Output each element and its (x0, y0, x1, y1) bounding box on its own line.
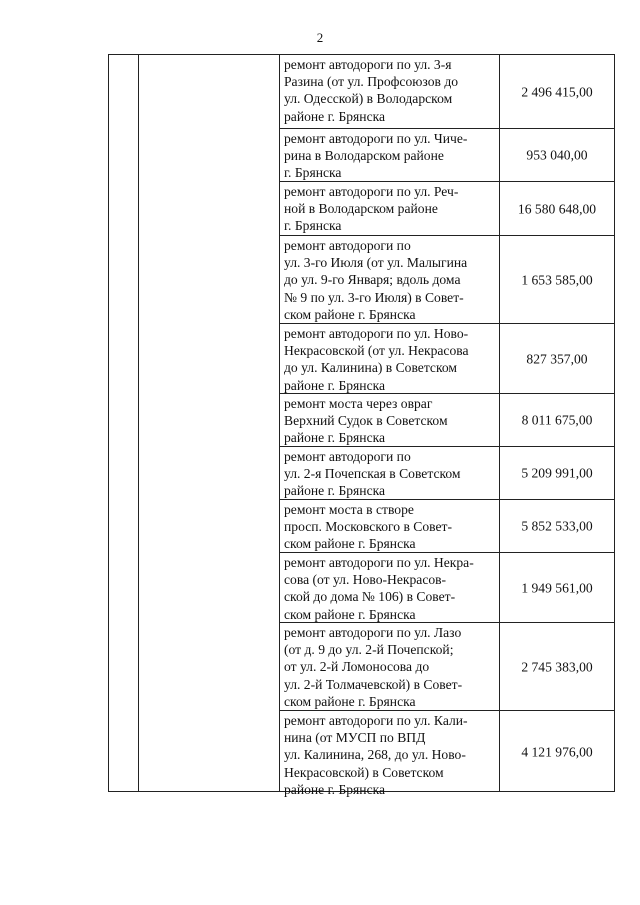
work-description: ремонт автодороги по ул. 2-я Почепская в Советском районе г. Брянска (284, 449, 461, 499)
table-row (279, 393, 615, 446)
work-amount: 16 580 648,00 (517, 201, 597, 216)
work-amount: 8 011 675,00 (521, 412, 593, 428)
work-description: ремонт автодороги по ул. Лазо (от д. 9 до ул. 2-й Почепской; от ул. 2-й Ломоносова до ул. 2-й Толмачевской) в Совет- ском районе г. Брянска (284, 625, 463, 709)
work-description: ремонт автодороги по ул. Ново- Некрасовской (от ул. Некрасова до ул. Калинина) в Советском районе г. Брянска (284, 326, 469, 393)
work-amount: 5 852 533,00 (521, 518, 593, 534)
work-amount: 953 040,00 (526, 147, 588, 163)
table-row (279, 710, 615, 797)
table-row (279, 323, 615, 393)
table-row (279, 552, 615, 622)
work-description: ремонт моста в створе просп. Московского в Совет- ском районе г. Брянска (284, 502, 452, 552)
table-row (279, 181, 615, 235)
work-description: ремонт моста через овраг Верхний Судок в Советском районе г. Брянска (284, 396, 448, 446)
work-amount: 1 949 561,00 (521, 580, 593, 595)
work-amount: 1 653 585,00 (521, 272, 593, 287)
table-row (279, 622, 615, 710)
work-description: ремонт автодороги по ул. 3-го Июля (от ул. Малыгина до ул. 9-го Января; вдоль дома № 9 по ул. 3-го Июля) в Совет- ском районе г. Брянска (284, 238, 468, 322)
table-row (279, 235, 615, 323)
column-divider (138, 55, 139, 791)
table-row (279, 499, 615, 552)
budget-table (108, 54, 615, 797)
page-number: 2 (316, 30, 324, 45)
work-amount: 2 745 383,00 (521, 659, 593, 674)
work-amount: 4 121 976,00 (521, 744, 593, 759)
table-row (279, 128, 615, 181)
table-row (279, 446, 615, 499)
table-row (279, 55, 615, 128)
work-description: ремонт автодороги по ул. Реч- ной в Володарском районе г. Брянска (284, 184, 459, 234)
work-description: ремонт автодороги по ул. Чиче- рина в Володарском районе г. Брянска (284, 131, 468, 181)
work-amount: 5 209 991,00 (521, 465, 593, 481)
work-description: ремонт автодороги по ул. 3-я Разина (от ул. Профсоюзов до ул. Одесской) в Володарском районе г. Брянска (284, 57, 459, 124)
work-amount: 827 357,00 (526, 351, 588, 366)
work-description: ремонт автодороги по ул. Кали- нина (от МУСП по ВПД ул. Калинина, 268, до ул. Ново- Некрасовской) в Советском районе г. Брянска (284, 713, 468, 797)
work-amount: 2 496 415,00 (521, 84, 593, 99)
work-description: ремонт автодороги по ул. Некра- сова (от ул. Ново-Некрасов- ской до дома № 106) в Совет- ском районе г. Брянска (284, 555, 474, 622)
